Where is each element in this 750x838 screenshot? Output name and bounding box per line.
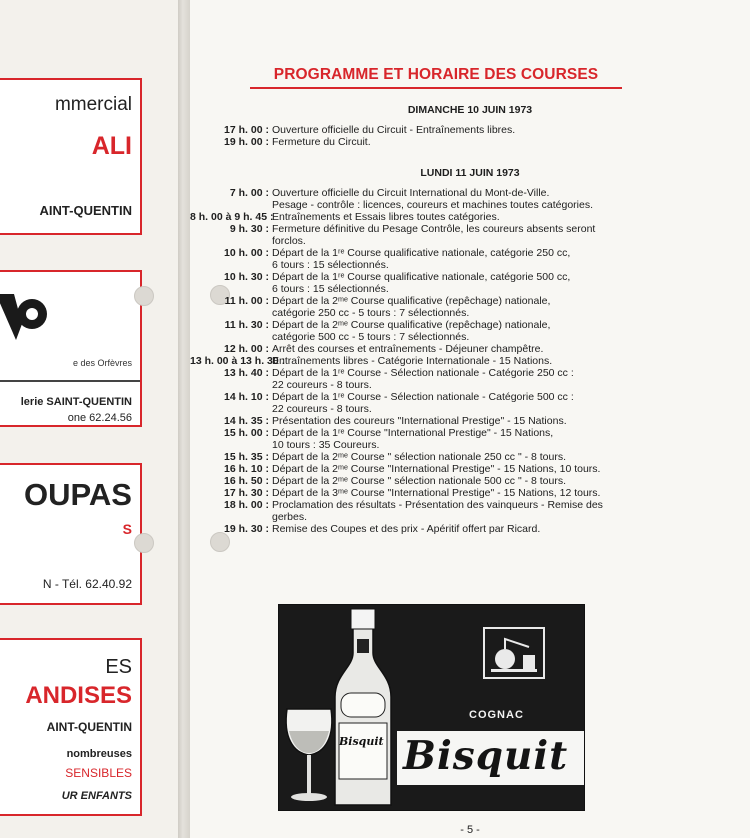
schedule-description-line: Départ de la 2ᵐᵉ Course " sélection nationale 500 cc " - 8 tours. (272, 475, 567, 487)
schedule-description-line: Fermeture définitive du Pesage Contrôle, les coureurs absents seront (272, 223, 596, 235)
schedule-description (272, 475, 652, 487)
page-number: - 5 - (460, 824, 480, 836)
schedule-description-line: Pesage - contrôle : licences, coureurs et machines toutes catégories. (272, 199, 593, 211)
bisquit-cognac-advert (278, 604, 585, 811)
ad-text: ANDISES (25, 682, 132, 709)
programme-page (190, 0, 750, 838)
schedule-row (190, 427, 750, 451)
schedule-time: 14 h. 10 : (224, 391, 269, 403)
schedule-time: 7 h. 00 : (229, 187, 269, 199)
schedule-time: 17 h. 00 : (224, 124, 269, 136)
ad-category: COGNAC (469, 709, 524, 721)
schedule-time: 10 h. 00 : (224, 247, 269, 259)
schedule-description (272, 355, 652, 367)
schedule-description-line: catégorie 500 cc - 5 tours : 7 sélectionnés. (272, 331, 470, 343)
punch-hole (134, 533, 154, 553)
schedule-description-line: Départ de la 3ᵐᵉ Course "International Prestige" - 15 Nations, 12 tours. (272, 487, 601, 499)
schedule-description-line: 10 tours : 35 Coureurs. (272, 439, 380, 451)
schedule-row (190, 451, 750, 463)
schedule-time: 18 h. 00 : (224, 499, 269, 511)
schedule-description (272, 124, 652, 136)
schedule-description (272, 427, 652, 451)
ad-text: e des Orfèvres (72, 358, 132, 368)
schedule-time: 19 h. 00 : (224, 136, 269, 148)
ad-text: AINT-QUENTIN (46, 720, 132, 734)
schedule-description (272, 391, 652, 415)
schedule-row (190, 247, 750, 271)
schedule-description-line: Proclamation des résultats - Présentation des vainqueurs - Remise des (272, 499, 603, 511)
brand-name: Bisquit (403, 733, 569, 779)
schedule-description (272, 295, 652, 319)
ad-text: SENSIBLES (65, 766, 132, 780)
schedule-description-line: Départ de la 1ʳᵉ Course - Sélection nationale - Catégorie 500 cc : (272, 391, 574, 403)
schedule-description (272, 136, 652, 148)
schedule-time: 15 h. 35 : (224, 451, 269, 463)
schedule-time: 15 h. 00 : (224, 427, 269, 439)
schedule-row (190, 475, 750, 487)
schedule-row (190, 295, 750, 319)
schedule-row (190, 319, 750, 343)
schedule-row (190, 367, 750, 391)
schedule-row (190, 355, 750, 367)
schedule-time: 14 h. 35 : (224, 415, 269, 427)
left-page-strip (0, 0, 178, 838)
schedule-description-line: catégorie 250 cc - 5 tours : 7 sélectionnés. (272, 307, 470, 319)
ad-text: mmercial (54, 94, 132, 115)
schedule-description (272, 463, 652, 475)
schedule-row (190, 271, 750, 295)
schedule-row (190, 391, 750, 415)
ad-text: UR ENFANTS (61, 790, 132, 802)
alembic-still-icon (485, 629, 543, 677)
schedule-time: 11 h. 00 : (224, 295, 269, 307)
schedule-row (190, 223, 750, 247)
schedule-description-line: Départ de la 1ʳᵉ Course - Sélection nationale - Catégorie 250 cc : (272, 367, 574, 379)
punch-hole (210, 532, 230, 552)
ad-text: nombreuses (66, 748, 132, 760)
schedule-description-line: Arrêt des courses et entraînements - Déjeuner champêtre. (272, 343, 544, 355)
schedule-description-line: Ouverture officielle du Circuit International du Mont-de-Ville. (272, 187, 550, 199)
schedule-description-line: forclos. (272, 235, 306, 247)
schedule-description-line: Départ de la 1ʳᵉ Course qualificative nationale, catégorie 250 cc, (272, 247, 571, 259)
schedule-description (272, 187, 652, 211)
schedule-time: 16 h. 50 : (224, 475, 269, 487)
schedule-description-line: 22 coureurs - 8 tours. (272, 403, 372, 415)
schedule-description-line: Départ de la 1ʳᵉ Course "International Prestige" - 15 Nations, (272, 427, 554, 439)
ad-text: one 62.24.56 (67, 412, 132, 424)
schedule-description (272, 367, 652, 391)
schedule-description (272, 223, 652, 247)
schedule-description (272, 319, 652, 343)
day-heading-monday: LUNDI 11 JUIN 1973 (420, 167, 520, 179)
schedule-description-line: Départ de la 2ᵐᵉ Course "International Prestige" - 15 Nations, 10 tours. (272, 463, 601, 475)
schedule-time: 11 h. 30 : (224, 319, 269, 331)
schedule-description (272, 415, 652, 427)
schedule-description (272, 523, 652, 535)
schedule-description-line: Fermeture du Circuit. (272, 136, 371, 148)
advert-orfevres (0, 270, 142, 427)
schedule-monday (190, 187, 750, 535)
schedule-time: 13 h. 00 à 13 h. 30 : (190, 355, 286, 367)
schedule-description-line: Départ de la 2ᵐᵉ Course qualificative (repêchage) nationale, (272, 295, 551, 307)
schedule-time: 8 h. 00 à 9 h. 45 : (190, 211, 274, 223)
punch-hole (134, 286, 154, 306)
ad-text: lerie SAINT-QUENTIN (20, 396, 132, 408)
schedule-description (272, 211, 652, 223)
advert-doupas (0, 463, 142, 605)
schedule-time: 10 h. 30 : (224, 271, 269, 283)
schedule-description (272, 343, 652, 355)
schedule-row (190, 343, 750, 355)
schedule-time: 19 h. 30 : (224, 523, 269, 535)
schedule-time: 17 h. 30 : (224, 487, 269, 499)
schedule-description (272, 247, 652, 271)
schedule-row (190, 463, 750, 475)
schedule-description-line: 6 tours : 15 sélectionnés. (272, 259, 389, 271)
day-heading-sunday: DIMANCHE 10 JUIN 1973 (407, 104, 533, 116)
ad-text: ES (105, 656, 132, 678)
ad-text: ALI (91, 132, 132, 160)
schedule-description-line: Ouverture officielle du Circuit - Entraînements libres. (272, 124, 516, 136)
ad-text: AINT-QUENTIN (39, 203, 132, 218)
schedule-description-line: 6 tours : 15 sélectionnés. (272, 283, 389, 295)
schedule-description (272, 499, 652, 523)
schedule-time: 13 h. 40 : (224, 367, 269, 379)
schedule-description-line: Remise des Coupes et des prix - Apéritif offert par Ricard. (272, 523, 541, 535)
advert-commercial (0, 78, 142, 235)
schedule-description (272, 487, 652, 499)
distillery-emblem (483, 627, 545, 679)
schedule-description (272, 451, 652, 463)
schedule-sunday (190, 124, 750, 148)
divider (0, 380, 140, 382)
schedule-description-line: Départ de la 1ʳᵉ Course qualificative nationale, catégorie 500 cc, (272, 271, 571, 283)
ad-text: S (122, 521, 132, 537)
advert-marchandises (0, 638, 142, 816)
schedule-row (190, 211, 750, 223)
ad-text: OUPAS (24, 477, 132, 512)
schedule-time: 9 h. 30 : (229, 223, 269, 235)
ad-text: N - Tél. 62.40.92 (42, 577, 132, 591)
schedule-row (190, 523, 750, 535)
page-title: PROGRAMME ET HORAIRE DES COURSES (250, 66, 622, 89)
schedule-row (190, 499, 750, 523)
schedule-row (190, 124, 750, 136)
schedule-description-line: Départ de la 2ᵐᵉ Course " sélection nationale 250 cc " - 8 tours. (272, 451, 567, 463)
schedule-row (190, 136, 750, 148)
schedule-description-line: 22 coureurs - 8 tours. (272, 379, 372, 391)
schedule-row (190, 487, 750, 499)
schedule-description (272, 271, 652, 295)
schedule-description-line: Entraînements libres - Catégorie Internationale - 15 Nations. (272, 355, 553, 367)
bottle-label-brand: Bisquit (339, 735, 384, 748)
jeweller-logo-icon (0, 290, 54, 344)
schedule-time: 16 h. 10 : (224, 463, 269, 475)
schedule-description-line: Entraînements et Essais libres toutes catégories. (272, 211, 500, 223)
binding-gutter (178, 0, 190, 838)
schedule-time: 12 h. 00 : (224, 343, 269, 355)
schedule-description-line: Présentation des coureurs "International Prestige" - 15 Nations. (272, 415, 567, 427)
schedule-description-line: gerbes. (272, 511, 308, 523)
schedule-row (190, 187, 750, 211)
schedule-row (190, 415, 750, 427)
schedule-description-line: Départ de la 2ᵐᵉ Course qualificative (repêchage) nationale, (272, 319, 551, 331)
